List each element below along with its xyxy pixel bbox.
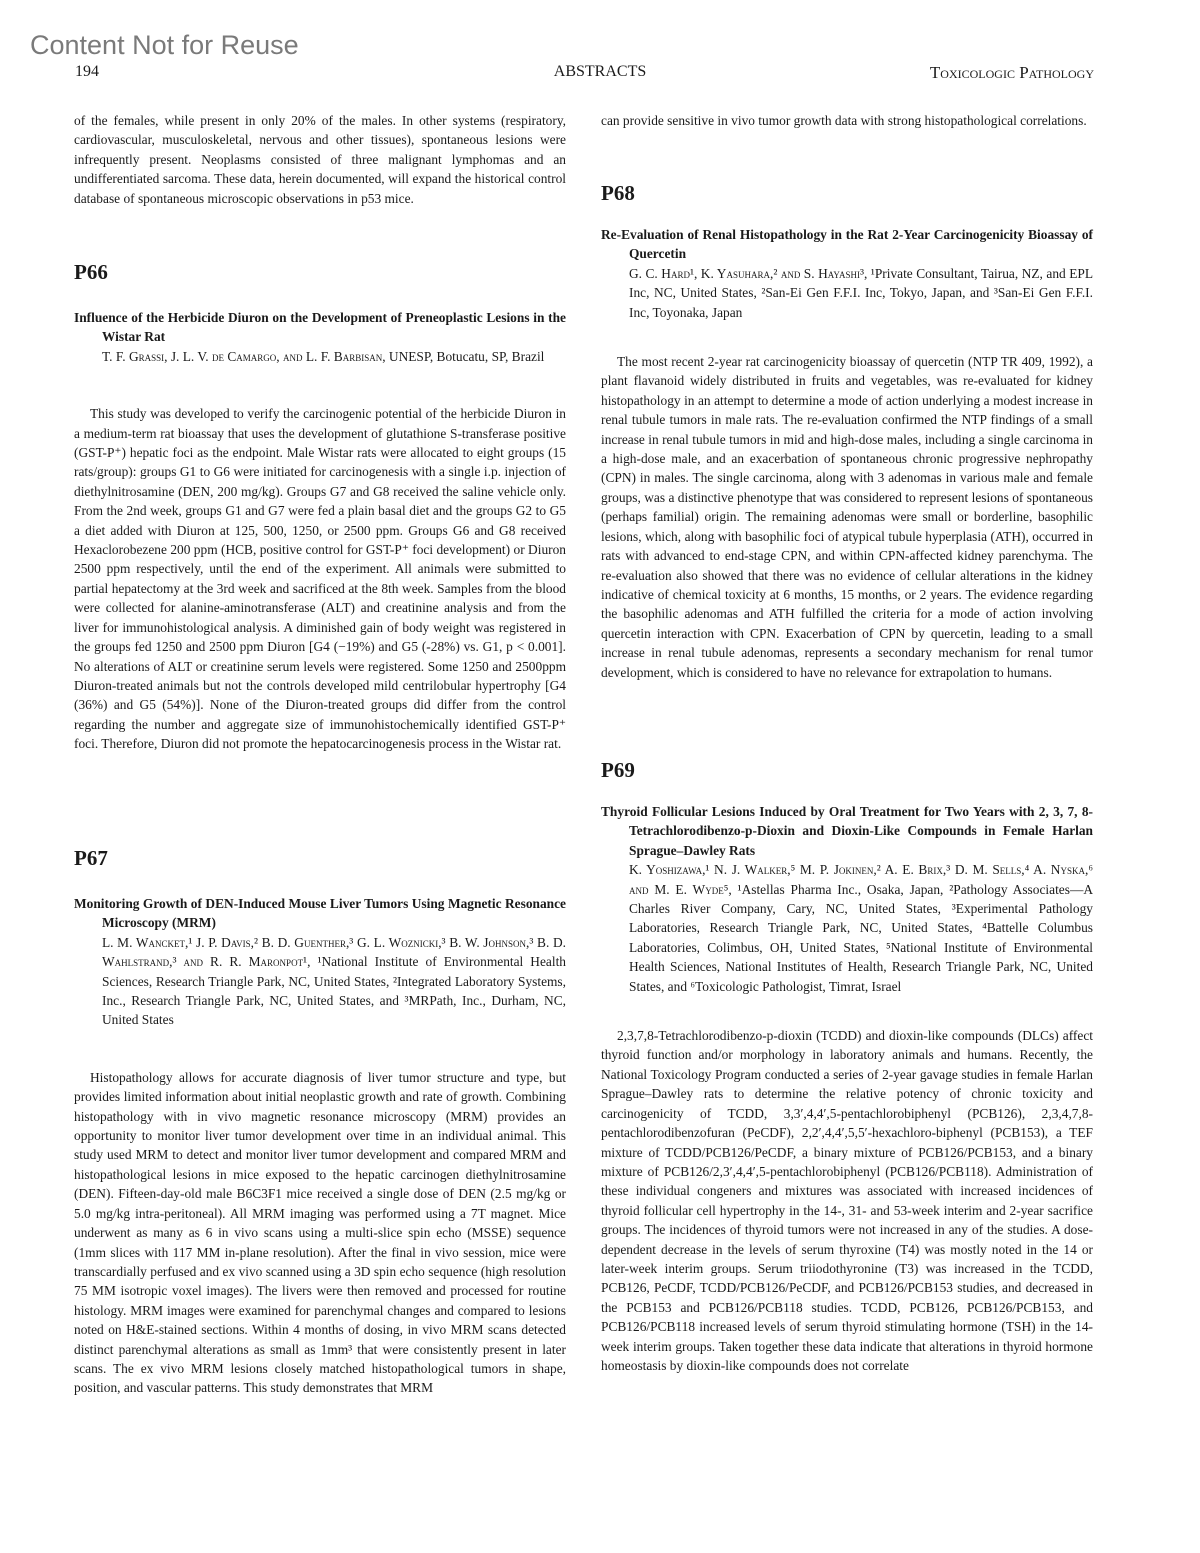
journal-name: Toxicologic Pathology (929, 63, 1094, 82)
author-affiliations: ¹Private Consultant, Tairua, NZ, and EPL Inc, NC, United States, ²San-Ei Gen F.F.I. Inc, Tokyo, Japan, and ³San-Ei Gen F.F.I. Inc, Toyonaka, Japan (629, 265, 1094, 320)
author-affiliations: ¹National Institute of Environmental Health Sciences, Research Triangle Park, NC, United States, ²Integrated Laboratory Systems, Inc., Research Triangle Park, NC, United States, and ³MRPath, Inc., Durham, NC, United States (102, 954, 566, 1028)
left-continuation-text: of the females, while present in only 20% of the males. In other systems (respiratory, cardiovascular, musculoskeletal, nervous and other tissues), spontaneous lesions were infrequently present. Neoplasms consisted of three malignant lymphomas and an undifferentiated sarcoma. These data, herein documented, will expand the historical control database of spontaneous microscopic observations in p53 mice. (74, 113, 566, 206)
author-affiliations: ¹Astellas Pharma Inc., Osaka, Japan, ²Pathology Associates—A Charles River Company, Cary, NC, United States, ³Experimental Pathology Laboratories, Research Triangle Park, NC, United States, ⁴Battelle Columbus Laboratories, Colimbus, OH, United States, ⁵National Institute of Environmental Health Sciences, National Institutes of Health, Research Triangle Park, NC, United States, and ⁶Toxicologic Pathologist, Timrat, Israel (629, 881, 1094, 994)
abstract-p68 (601, 181, 1093, 682)
abstract-p69 (601, 758, 1093, 1375)
running-section-title: ABSTRACTS (553, 63, 647, 80)
abstract-body: This study was developed to verify the carcinogenic potential of the herbicide Diuron in a medium-term rat bioassay that uses the development of glutathione S-transferase positive (GST-P⁺) hepatic foci as the endpoint. Male Wistar rats were allocated to eight groups (15 rats/group): groups G1 to G6 were initiated for carcinogenesis with a single i.p. injection of diethylnitrosamine (DEN, 200 mg/kg). Groups G7 and G8 received the saline vehicle only. From the 2nd week, groups G1 and G7 were fed a plain basal diet and the groups G2 to G5 a diet added with Diuron at 125, 500, 1250, or 2500 ppm. Groups G6 and G8 received Hexaclorobezene 200 ppm (HCB, positive control for GST-P⁺ foci development) or Diuron 2500 ppm respectively, until the end of the experiment. All animals were submitted to partial hepatectomy at the 3rd week and sacrificed at the 8th week. Samples from the blood were collected for alanine-aminotransferase (ALT) and creatinine analysis and from the liver for immunohistological analysis. A diminished gain of body weight was registered in the groups fed 1250 and 2500 ppm Diuron [G4 (−19%) and G5 (-28%) vs. G1, p < 0.001]. No alterations of ALT or creatinine serum levels were registered. Some 1250 and 2500ppm Diuron-treated animals but not the controls developed mild centrilobular hypertrophy [G4 (36%) and G5 (54%)]. None of the Diuron-treated groups did differ from the control regarding the number and aggregate size of immunohistochemically identified GST-P⁺ foci. Therefore, Diuron did not promote the hepatocarcinogenesis process in the Wistar rat. (74, 406, 566, 752)
abstract-id: P66 (74, 260, 108, 284)
author-names: L. M. Wancket,¹ J. P. Davis,² B. D. Guenther,³ G. L. Woznicki,³ B. W. Johnson,³ B. D. Wahlstrand,³ and R. R. Maronpot¹, (102, 934, 566, 970)
author-names: K. Yoshizawa,¹ N. J. Walker,⁵ M. P. Jokinen,² A. E. Brix,³ D. M. Sells,⁴ A. Nyska,⁶ and M. E. Wyde⁵, (629, 862, 1093, 897)
author-names: T. F. Grassi, J. L. V. de Camargo, and L. F. Barbisan, (102, 348, 386, 364)
author-names: G. C. Hard¹, K. Yasuhara,² and S. Hayashi³, (629, 265, 868, 281)
abstract-p66 (74, 260, 566, 754)
right-continuation-text: can provide sensitive in vivo tumor growth data with strong histopathological correlations. (601, 113, 1087, 128)
abstract-id: P69 (601, 758, 635, 782)
abstract-authors (601, 264, 1093, 322)
abstract-id: P68 (601, 181, 635, 205)
abstract-body: The most recent 2-year rat carcinogenicity bioassay of quercetin (NTP TR 409, 1992), a plant flavanoid widely distributed in fruits and vegetables, was re-evaluated for kidney histopathology in an attempt to determine a mode of action underlying a modest increase in renal tubule tumors in male rats. The re-evaluation confirmed the NTP findings of a small increase in renal tubule tumors in mid and high-dose males, including a single carcinoma in a high-dose male, and an exacerbation of spontaneous chronic progressive nephropathy (CPN) in males. The single carcinoma, along with 3 adenomas in various male and female groups, was a distinctive phenotype that was considered to represent lesions of spontaneous (perhaps familial) origin. The remaining adenomas were small or borderline, basophilic lesions, which, along with basophilic foci of atypical tubule hyperplasia (ATH), occurred in rats with advanced to end-stage CPN, and within CPN-affected kidney parenchyma. The re-evaluation also showed that there was no evidence of cellular alterations in the kidney indicative of chemical toxicity at 6 months, 15 months, or 2 years. The evidence regarding the basophilic adenomas and ATH fulfilled the criteria for a mode of action involving quercetin interaction with CPN. Exacerbation of CPN by quercetin, leading to a small increase in renal tubule adenomas, represents a secondary mechanism for renal tumor development, which is considered to have no relevance for extrapolation to humans. (601, 354, 1093, 680)
abstract-id: P67 (74, 846, 108, 870)
abstract-p67 (74, 846, 566, 1398)
abstract-title: Thyroid Follicular Lesions Induced by Oral Treatment for Two Years with 2, 3, 7, 8-Tetrachlorodibenzo-p-Dioxin and Dioxin-Like Compounds in Female Harlan Sprague–Dawley Rats (601, 804, 1093, 858)
watermark: Content Not for Reuse (30, 30, 299, 60)
abstract-title: Re-Evaluation of Renal Histopathology in the Rat 2-Year Carcinogenicity Bioassay of Quercetin (601, 227, 1093, 262)
abstract-authors (74, 347, 566, 366)
page-number: 194 (75, 63, 99, 80)
abstract-authors (601, 860, 1093, 996)
abstract-title: Influence of the Herbicide Diuron on the Development of Preneoplastic Lesions in the Wistar Rat (74, 310, 566, 345)
abstract-body: 2,3,7,8-Tetrachlorodibenzo-p-dioxin (TCDD) and dioxin-like compounds (DLCs) affect thyroid function and/or morphology in laboratory animals and humans. Recently, the National Toxicology Program conducted a series of 2-year gavage studies in female Harlan Sprague–Dawley rats to determine the relative potency of chronic toxicity and carcinogenicity of TCDD, 3,3′,4,4′,5-pentachlorobiphenyl (PCB126), 2,3,4,7,8-pentachlorodibenzofuran (PeCDF), 2,2′,4,4′,5,5′-hexachloro-biphenyl (PCB153), a TEF mixture of TCDD/PCB126/PeCDF, a binary mixture of PCB126/PCB153, and a binary mixture of PCB126/2,3′,4,4′,5-pentachlorobiphenyl (PCB126/PCB118). Administration of these individual congeners and mixtures was associated with increased incidences of thyroid follicular cell hypertrophy in the 14-, 31- and 53-week interim and 2-year sacrifice groups. The incidences of thyroid tumors were not increased in any of the studies. A dose-dependent decrease in the levels of serum thyroxine (T4) was mostly noted in the 14 or later-week interim groups. Serum triiodothyronine (T3) was increased in the TCDD, PCB126, PeCDF, TCDD/PCB126/PeCDF, and PCB126/PCB153 studies, and decreased in the PCB153 and PCB126/PCB118 studies. TCDD, PCB126, PCB126/PCB153, and PCB126/PCB118 increased levels of serum thyroid stimulating hormone (TSH) in the 14-week interim groups. Taken together these data indicate that alterations in thyroid hormone homeostasis by dioxin-like compounds does not correlate (601, 1028, 1093, 1373)
abstract-authors (74, 933, 566, 1030)
abstract-body: Histopathology allows for accurate diagnosis of liver tumor structure and type, but provides limited information about initial neoplastic growth and rate of growth. Combining histopathology with in vivo magnetic resonance microscopy (MRM) provides an opportunity to monitor liver tumor development over time in an individual animal. This study used MRM to detect and monitor liver tumor development and compared MRM and histopathological lesions in mice exposed to the hepatic carcinogen diethylnitrosamine (DEN). Fifteen-day-old male B6C3F1 mice received a single dose of DEN (2.5 mg/kg or 5.0 mg/kg intra-peritoneal). All MRM imaging was performed using a 7T magnet. Mice underwent as many as 6 in vivo scans using a multi-slice spin echo (MSSE) sequence (1mm slices with 117 MM in-plane resolution). After the final in vivo session, mice were transcardially perfused and ex vivo scanned using a 3D spin echo sequence (high resolution 75 MM isotropic voxel images). The livers were then removed and processed for routine histology. MRM images were examined for parenchymal changes and compared to lesions noted on H&E-stained sections. Within 4 months of dosing, in vivo MRM scans detected distinct parenchymal alterations as small as 1mm³ that were consistently present in later scans. The ex vivo MRM lesions closely matched histopathological tumors in shape, position, and vascular patterns. This study demonstrates that MRM (74, 1069, 566, 1396)
author-affiliations: UNESP, Botucatu, SP, Brazil (385, 348, 545, 364)
abstract-title: Monitoring Growth of DEN-Induced Mouse Liver Tumors Using Magnetic Resonance Microscopy (MRM) (74, 896, 566, 931)
